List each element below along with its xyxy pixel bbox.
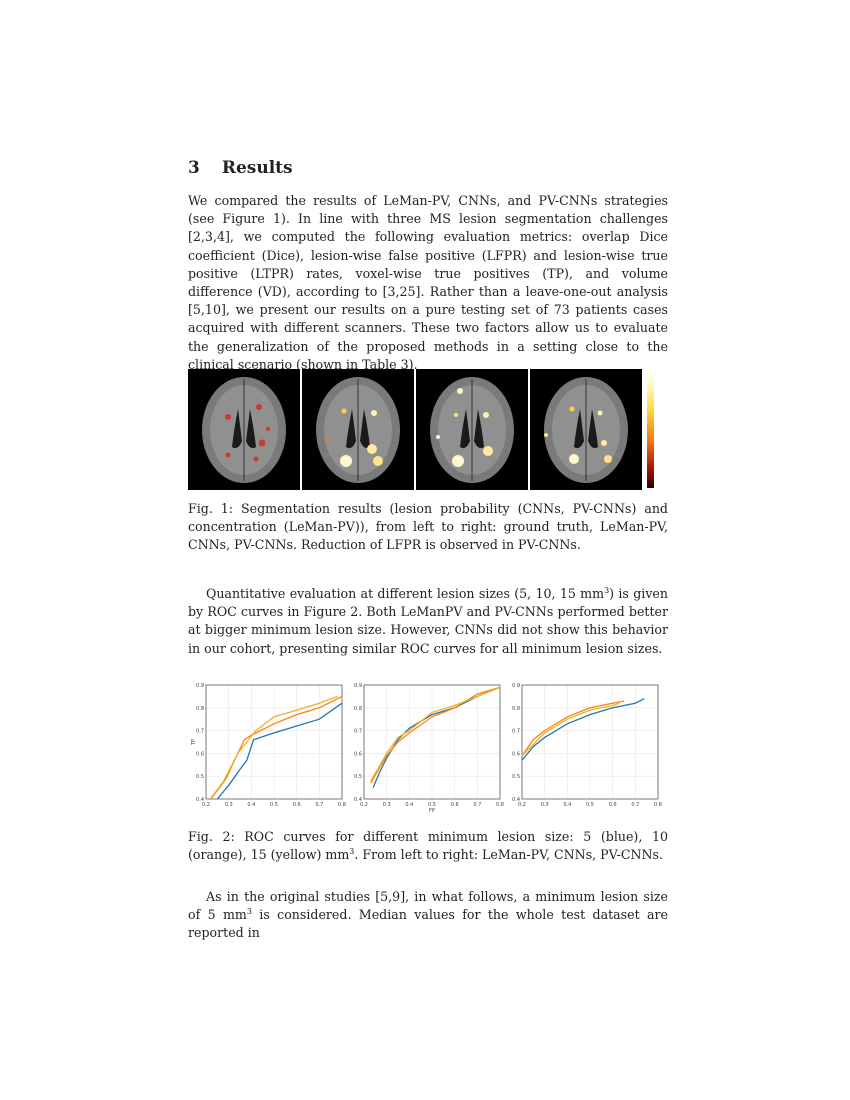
y-tick-label: 0.4 xyxy=(512,797,520,803)
y-tick-label: 0.8 xyxy=(512,705,520,712)
x-tick-label: 0.3 xyxy=(540,802,549,808)
x-tick-label: 0.7 xyxy=(631,802,640,808)
roc-curve-series-3 xyxy=(522,703,620,756)
brain-panel-ground-truth xyxy=(188,369,300,490)
y-tick-label: 0.7 xyxy=(196,728,204,735)
figure-2-caption-sup: 3 xyxy=(349,846,355,856)
x-tick-label: 0.7 xyxy=(473,802,482,808)
x-tick-label: 0.8 xyxy=(654,802,662,808)
figure-2-caption xyxy=(188,828,668,864)
figure-2-roc-curves xyxy=(190,677,670,817)
brain-panel-leman-pv xyxy=(302,369,414,490)
x-tick-label: 0.6 xyxy=(292,802,301,808)
y-axis-label: TP xyxy=(191,738,197,746)
y-tick-label: 0.5 xyxy=(196,774,204,781)
figure-2-caption-b: . From left to right: LeMan-PV, CNNs, PV-CNNs. xyxy=(354,847,663,862)
y-tick-label: 0.4 xyxy=(354,797,362,803)
x-tick-label: 0.4 xyxy=(247,802,256,808)
x-tick-label: 0.8 xyxy=(338,802,346,808)
section-heading xyxy=(188,158,293,178)
roc-curve-series-3 xyxy=(371,687,500,781)
section-number: 3 xyxy=(188,158,200,178)
x-tick-label: 0.7 xyxy=(315,802,324,808)
x-tick-label: 0.5 xyxy=(428,802,436,808)
roc-chart-leman-pv xyxy=(190,677,350,817)
roc-curve-series-1 xyxy=(217,703,342,799)
x-tick-label: 0.2 xyxy=(360,802,368,808)
figure-1-caption: Fig. 1: Segmentation results (lesion probability (CNNs, PV-CNNs) and concentration (LeMan-PV)), from left to right: ground truth, LeMan-PV, CNNs, PV-CNNs. Reduction of LFPR is observed in PV-CNNs. xyxy=(188,501,668,552)
y-tick-label: 0.9 xyxy=(196,683,204,689)
x-axis-label: FP xyxy=(429,808,435,814)
y-tick-label: 0.9 xyxy=(354,683,362,689)
paragraph-2-sup: 3 xyxy=(604,585,610,595)
x-tick-label: 0.4 xyxy=(405,802,414,808)
y-tick-label: 0.5 xyxy=(354,774,362,781)
roc-curve-series-1 xyxy=(373,687,500,787)
y-tick-label: 0.5 xyxy=(512,774,520,781)
y-tick-label: 0.6 xyxy=(354,751,362,758)
probability-colorbar xyxy=(647,370,654,488)
y-tick-label: 0.8 xyxy=(196,705,204,712)
brain-panel-pv-cnns xyxy=(530,369,642,490)
x-tick-label: 0.3 xyxy=(224,802,233,808)
x-tick-label: 0.8 xyxy=(496,802,504,808)
results-paragraph-2 xyxy=(188,585,668,658)
paragraph-3-sup: 3 xyxy=(246,907,252,917)
x-tick-label: 0.4 xyxy=(563,802,572,808)
roc-chart-pv-cnns xyxy=(506,677,670,817)
y-tick-label: 0.8 xyxy=(354,705,362,712)
x-tick-label: 0.5 xyxy=(586,802,594,808)
x-tick-label: 0.6 xyxy=(608,802,617,808)
roc-curve-series-2 xyxy=(371,687,500,783)
y-tick-label: 0.6 xyxy=(196,751,204,758)
paragraph-2-text-b: ) is given by ROC curves in Figure 2. Both LeManPV and PV-CNNs performed better at bigger minimum lesion size. However, CNNs did not show this behavior in our cohort, presenting similar ROC curves for all minimum lesion sizes. xyxy=(188,586,668,656)
roc-chart-cnns xyxy=(348,677,508,817)
paragraph-2-text-a: Quantitative evaluation at different lesion sizes (5, 10, 15 mm xyxy=(206,586,605,601)
paragraph-3-text-b: is considered. Median values for the whole test dataset are reported in xyxy=(188,907,668,941)
x-tick-label: 0.2 xyxy=(518,802,526,808)
y-tick-label: 0.4 xyxy=(196,797,204,803)
figure-1-segmentation xyxy=(188,369,658,490)
paragraph-3-text-a: As in the original studies [5,9], in what follows, a minimum lesion size of 5 mm xyxy=(188,889,668,923)
y-tick-label: 0.7 xyxy=(354,728,362,735)
results-paragraph-3 xyxy=(188,888,668,943)
x-tick-label: 0.5 xyxy=(270,802,278,808)
y-tick-label: 0.6 xyxy=(512,751,520,758)
figure-2-caption-a: Fig. 2: ROC curves for different minimum lesion size: 5 (blue), 10 (orange), 15 (yellow) mm xyxy=(188,829,668,862)
y-tick-label: 0.7 xyxy=(512,728,520,735)
x-tick-label: 0.6 xyxy=(450,802,459,808)
y-tick-label: 0.9 xyxy=(512,683,520,689)
brain-panel-cnns xyxy=(416,369,528,490)
x-tick-label: 0.2 xyxy=(202,802,210,808)
section-title: Results xyxy=(221,158,293,178)
x-tick-label: 0.3 xyxy=(382,802,391,808)
results-paragraph-1: We compared the results of LeMan-PV, CNNs, and PV-CNNs strategies (see Figure 1). In line with three MS lesion segmentation challenges [2,3,4], we computed the following evaluation metrics: overlap Dice coefficient (Dice), lesion-wise false positive (LFPR) and lesion-wise true positive (LTPR) rates, voxel-wise true positives (TP), and volume difference (VD), according to [3,25]. Rather than a leave-one-out analysis [5,10], we present our results on a pure testing set of 73 patients cases acquired with different scanners. These two factors allow us to evaluate the generalization of the proposed methods in a setting close to the clinical scenario (shown in Table 3). xyxy=(188,193,668,372)
